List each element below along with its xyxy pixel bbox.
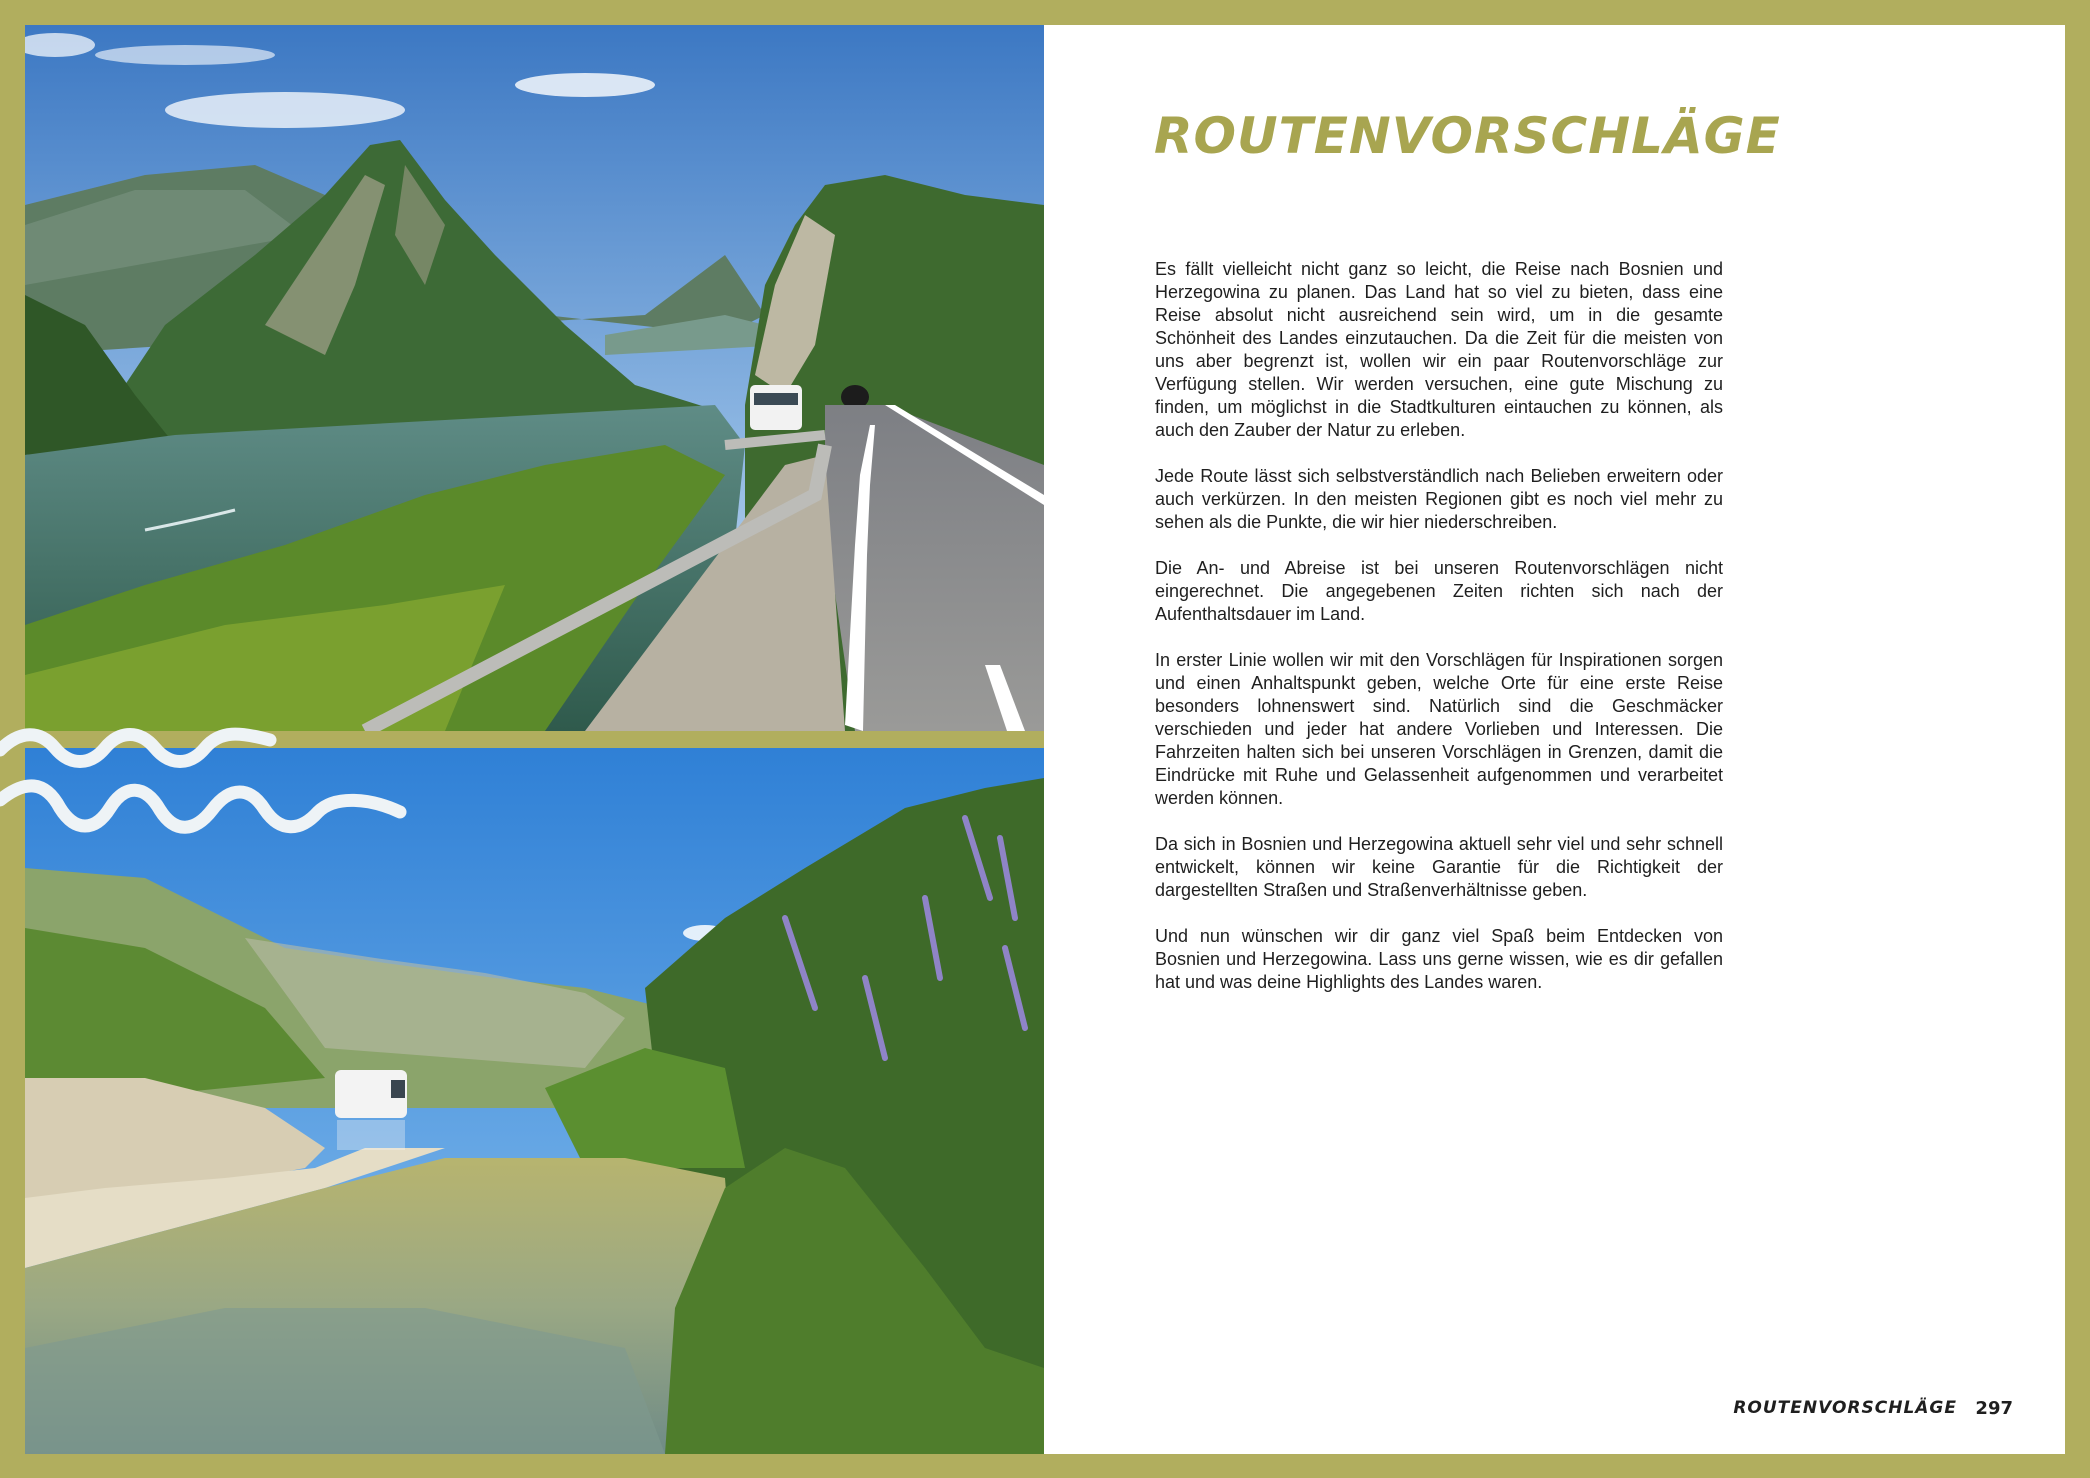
paragraph-3: Die An- und Abreise ist bei unseren Routenvorschlägen nicht eingerechnet. Die angegebenen Zeiten richten sich nach der Aufenthaltsdauer im Land. xyxy=(1155,558,1723,624)
paragraph-2: Jede Route lässt sich selbstverständlich nach Belieben erweitern oder auch verkürzen. In den meisten Regionen gibt es noch viel mehr zu sehen als die Punkte, die wir hier niederschreiben. xyxy=(1155,466,1723,532)
paragraph-4: In erster Linie wollen wir mit den Vorschlägen für Inspirationen sorgen und einen Anhaltspunkt geben, welche Orte für eine erste Reise besonders lohnenswert sind. Natürlich sind die Geschmäcker verschieden und jeder hat andere Vorlieben und Interessen. Die Fahrzeiten halten sich bei unseren Vorschlägen in Grenzen, damit die Eindrücke mit Ruhe und Gelassenheit aufgenommen und verarbeitet werden können. xyxy=(1155,650,1723,808)
body-text xyxy=(1155,258,1723,1017)
running-footer: ROUTENVORSCHLÄGE xyxy=(1733,1398,1957,1418)
paragraph-5: Da sich in Bosnien und Herzegowina aktuell sehr viel und sehr schnell entwickelt, können wir keine Garantie für die Richtigkeit der dargestellten Straßen und Straßenverhältnisse geben. xyxy=(1155,834,1723,900)
text-page xyxy=(1044,25,2065,1454)
page-title: ROUTENVORSCHLÄGE xyxy=(1154,107,1781,165)
paragraph-1: Es fällt vielleicht nicht ganz so leicht, die Reise nach Bosnien und Herzegowina zu planen. Das Land hat so viel zu bieten, dass eine Reise absolut nicht ausreichend sein wird, um in die gesamte Schönheit des Landes einzutauchen. Da die Zeit für die meisten von uns aber begrenzt ist, wollen wir ein paar Routenvorschläge zur Verfügung stellen. Wir werden versuchen, eine gute Mischung zu finden, um möglichst in die Stadtkulturen eintauchen zu können, als auch den Zauber der Natur zu erleben. xyxy=(1155,259,1723,440)
decorative-squiggle xyxy=(0,720,420,860)
page-number: 297 xyxy=(1975,1398,2013,1419)
mountain-road-photo xyxy=(25,25,1044,731)
paragraph-6: Und nun wünschen wir dir ganz viel Spaß beim Entdecken von Bosnien und Herzegowina. Lass uns gerne wissen, wie es dir gefallen hat und was deine Highlights des Landes waren. xyxy=(1155,926,1723,992)
